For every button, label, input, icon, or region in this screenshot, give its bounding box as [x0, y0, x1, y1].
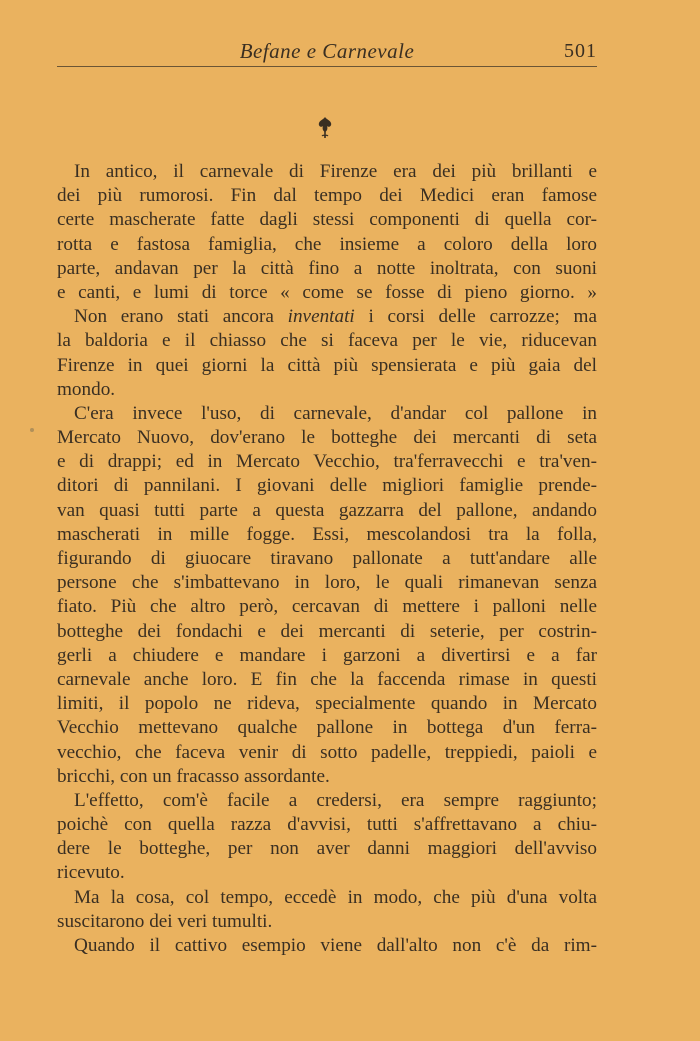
- paragraph: [57, 886, 597, 934]
- running-title: Befane e Carnevale: [239, 39, 415, 63]
- text-line: In antico, il carnevale di Firenze era dei più brillanti e: [74, 161, 597, 182]
- text-run: Non erano stati ancora: [74, 306, 288, 328]
- text-line: Ma la cosa, col tempo, eccedè in modo, che più d'una volta: [74, 886, 597, 908]
- text-line: mondo.: [57, 378, 116, 400]
- italic-run: inventati: [287, 306, 355, 328]
- text-line: poichè con quella razza d'avvisi, tutti s'affrettavano a chiu-: [57, 814, 597, 836]
- running-head: [57, 38, 597, 67]
- body-text: [57, 160, 597, 958]
- text-line: Quando il cattivo esempio viene dall'alto non c'è da rim-: [74, 935, 597, 956]
- text-line: e canti, e lumi di torce « come se fosse di pieno giorno. »: [57, 281, 597, 303]
- text-line: vecchio, che faceva venir di sotto padelle, treppiedi, paioli e: [57, 741, 597, 763]
- page-number: 501: [564, 40, 597, 62]
- text-line: limiti, il popolo ne rideva, specialmente quando in Mercato: [57, 693, 597, 715]
- text-line: L'effetto, com'è facile a credersi, era sempre raggiunto;: [74, 789, 597, 811]
- text-line: figurando di giuocare tiravano pallonate a tutt'andare alle: [57, 548, 597, 569]
- text-line: Firenze in quei giorni la città più spensierata e più gaia del: [57, 354, 597, 376]
- paragraph: [57, 789, 597, 886]
- text-line: dei più rumorosi. Fin dal tempo dei Medici eran famose: [57, 185, 597, 207]
- text-line: certe mascherate fatte dagli stessi componenti di quella cor-: [57, 209, 597, 231]
- text-line: suscitarono dei veri tumulti.: [57, 910, 273, 932]
- text-line: ditori di pannilani. I giovani delle migliori famiglie prende-: [57, 475, 597, 497]
- text-line: gerli a chiudere e mandare i garzoni a divertirsi e a far: [57, 644, 597, 666]
- page-speck: [30, 428, 34, 432]
- paragraph: [57, 160, 597, 305]
- text-line: ricevuto.: [57, 862, 125, 884]
- text-line: Mercato Nuovo, dov'erano le botteghe dei mercanti di seta: [57, 427, 597, 449]
- text-line: carnevale anche loro. E fin che la faccenda rimase in questi: [57, 668, 597, 690]
- text-line: Vecchio mettevano qualche pallone in bottega d'un ferra-: [57, 717, 597, 739]
- text-run: i corsi delle carrozze; ma: [354, 306, 597, 328]
- text-line: fiato. Più che altro però, cercavan di mettere i palloni nelle: [57, 596, 597, 618]
- text-line: la baldoria e il chiasso che si faceva per le vie, riducevan: [57, 330, 597, 352]
- text-line: bricchi, con un fracasso assordante.: [57, 765, 330, 787]
- paragraph: [57, 402, 597, 789]
- text-line: e di drappi; ed in Mercato Vecchio, tra'ferravecchi e tra'ven-: [57, 451, 597, 473]
- text-line: van quasi tutti parte a questa gazzarra del pallone, andando: [57, 499, 597, 521]
- text-line: C'era invece l'uso, di carnevale, d'andar col pallone in: [74, 402, 597, 424]
- paragraph: [57, 305, 597, 402]
- text-line: parte, andavan per la città fino a notte inoltrata, con suoni: [57, 257, 597, 279]
- text-line: persone che s'imbattevano in loro, le quali rimanevan senza: [57, 572, 597, 594]
- text-line: mascherati in mille fogge. Essi, mescolandosi tra la folla,: [57, 523, 597, 545]
- text-line: [57, 305, 597, 329]
- text-line: rotta e fastosa famiglia, che insieme a coloro della loro: [57, 233, 597, 255]
- text-line: dere le botteghe, per non aver danni maggiori dell'avviso: [57, 838, 597, 860]
- fleuron-icon: [314, 114, 336, 140]
- text-line: botteghe dei fondachi e dei mercanti di seterie, per costrin-: [57, 620, 597, 642]
- paragraph: [57, 934, 597, 958]
